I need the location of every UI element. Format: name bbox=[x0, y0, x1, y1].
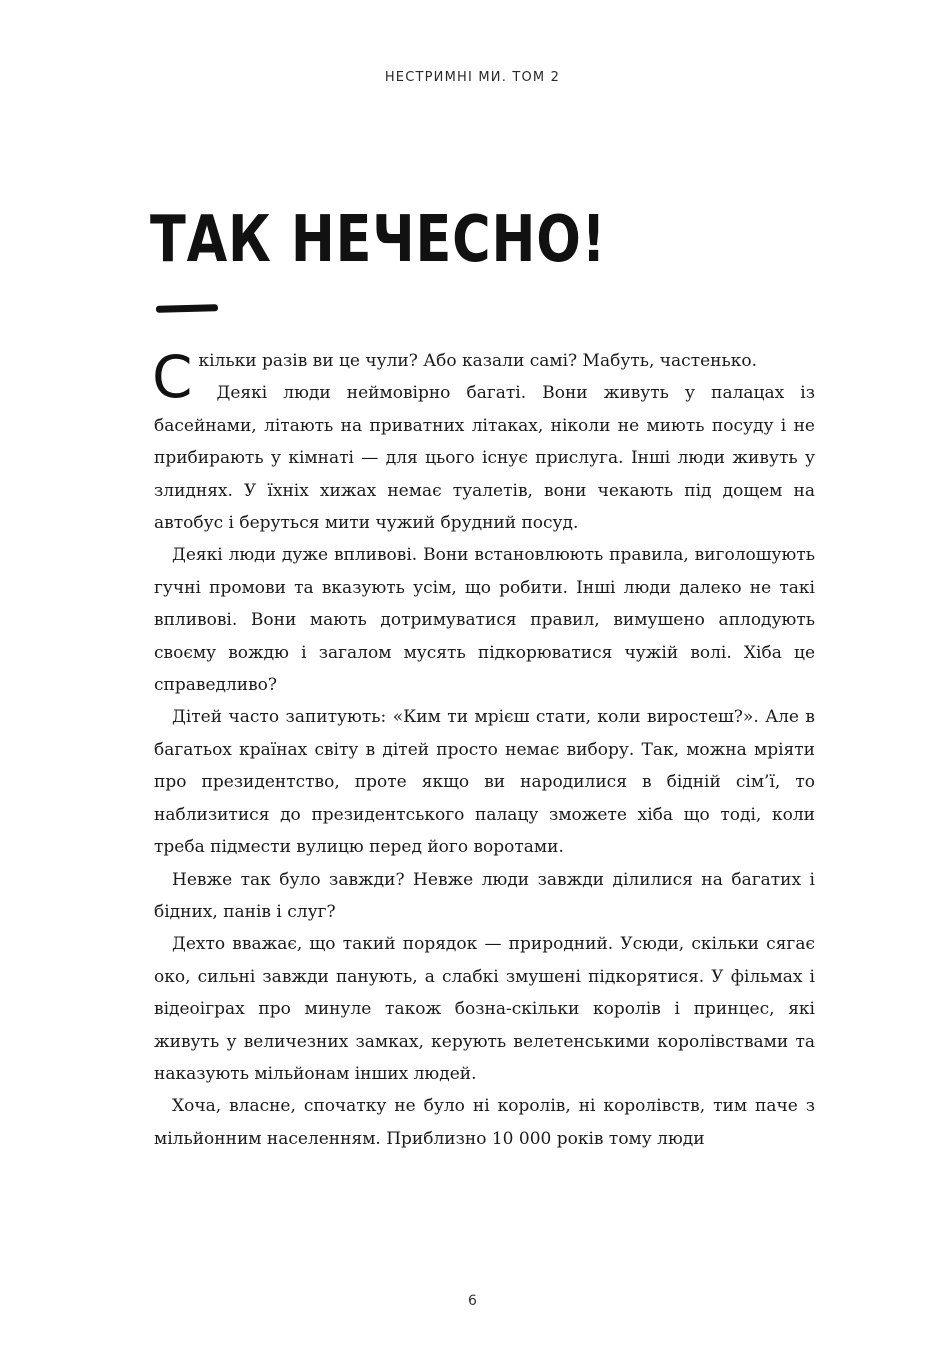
running-header: НЕСТРИМНІ МИ. ТОМ 2 bbox=[384, 70, 561, 85]
paragraph-6: Дехто вважає, що такий порядок — природний. Усюди, скільки сягає око, сильні завжди панують, а слабкі змушені підкорятися. У фільмах і відеоіграх про минуле також бозна-скільки королів і принцес, які живуть у величезних замках, керують велетенськими королівствами та наказують мільйонам інших людей. bbox=[154, 934, 815, 1084]
chapter-title: ТАК НЕЧЕСНО! bbox=[150, 203, 607, 277]
paragraph-4: Дітей часто запитують: «Ким ти мрієш стати, коли виростеш?». Але в багатьох країнах світу в дітей просто немає вибору. Так, можна мріяти про президентство, проте якщо ви народилися в бідній сім’ї, то наблизитися до президентського палацу зможете хіба що тоді, коли треба підмести вулицю перед його воротами. bbox=[154, 707, 815, 858]
body-text bbox=[154, 345, 815, 1155]
drop-cap: С bbox=[152, 343, 193, 411]
paragraph-1 bbox=[152, 343, 815, 411]
page-number: 6 bbox=[468, 1293, 477, 1309]
paragraph-1-text: кільки разів ви це чули? Або казали самі? Мабуть, частенько. bbox=[198, 351, 758, 371]
paragraph-2: Деякі люди неймовірно багаті. Вони живуть у палацах із басейнами, літають на приватних літаках, ніколи не миють посуду і не прибирають у кімнаті — для цього існує прислуга. Інші люди живуть у злиднях. У їхніх хижах немає туалетів, вони чекають під дощем на автобус і беруться мити чужий брудний посуд. bbox=[154, 383, 815, 534]
title-underline bbox=[156, 304, 218, 313]
paragraph-7: Хоча, власне, спочатку не було ні королів, ні королівств, тим паче з мільйонним населенням. Приблизно 10 000 років тому люди bbox=[154, 1096, 815, 1149]
paragraph-5: Невже так було завжди? Невже люди завжди ділилися на багатих і бідних, панів і слуг? bbox=[154, 869, 815, 922]
paragraph-3: Деякі люди дуже впливові. Вони встановлюють правила, виголошують гучні промови та вказують усім, що робити. Інші люди далеко не такі впливові. Вони мають дотримуватися правил, вимушено аплодують своєму вождю і загалом мусять підкорюватися чужій волі. Хіба це справедливо? bbox=[154, 545, 815, 696]
